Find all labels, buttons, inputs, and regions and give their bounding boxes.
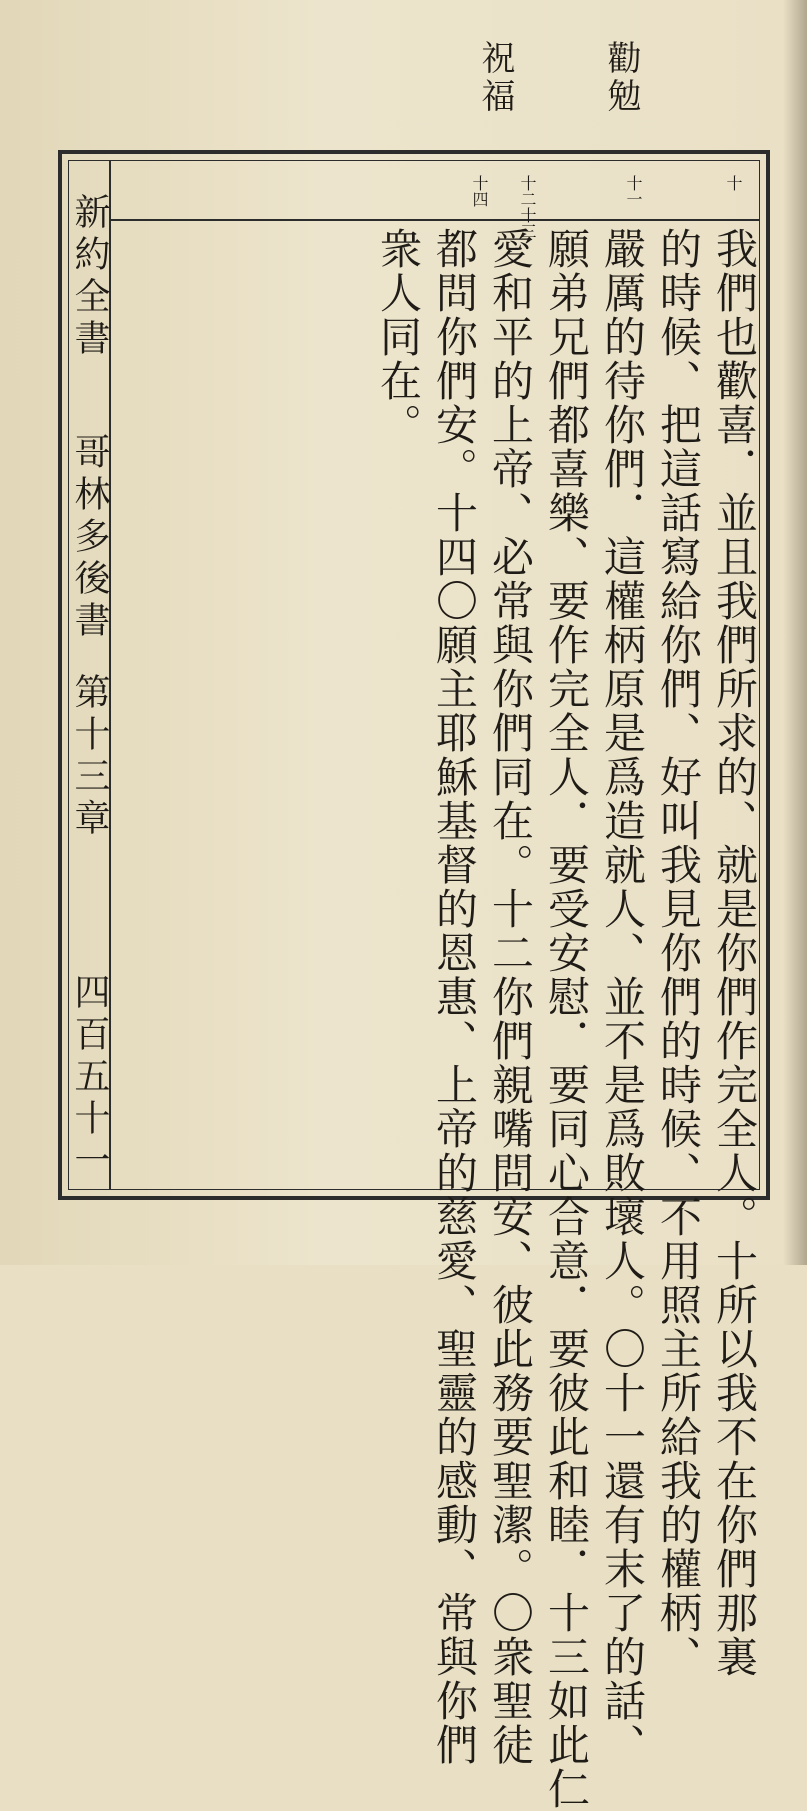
verse-number-12-13: 十二十三 [518,175,537,239]
text-column-1: 我們也歡喜．並且我們所求的、就是你們作完全人。十所以我不在你們那裏 [710,227,759,1679]
text-column-3: 嚴厲的待你們．這權柄原是爲造就人、並不是爲敗壞人。〇十一還有末了的話、 [598,227,647,1767]
running-head-epistle: 哥林多後書 [69,433,110,643]
running-head-book: 新約全書 [69,193,110,361]
text-column-7: 衆人同在。 [374,227,423,447]
top-note-blessing: 祝福 [475,40,515,116]
verse-number-rule [109,219,759,221]
verse-number-14: 十四 [470,175,489,207]
running-head-chapter: 第十三章 [69,673,110,841]
spine-shadow [783,0,807,1265]
verse-number-10: 十 [724,175,743,191]
running-head-page-number: 四百五十一 [69,973,110,1183]
text-column-6: 都問你們安。十四〇願主耶穌基督的恩惠、上帝的慈愛、聖靈的感動、常與你們 [430,227,479,1767]
verse-number-11: 十一 [624,175,643,207]
top-note-exhort: 勸勉 [601,40,641,116]
text-column-2: 的時候、把這話寫給你們、好叫我見你們的時候、不用照主所給我的權柄、 [654,227,703,1679]
running-head [69,173,109,1193]
text-column-4: 願弟兄們都喜樂、要作完全人．要受安慰．要同心合意．要彼此和睦．十三如此仁 [542,227,591,1811]
frame-inner-border [68,160,760,1811]
text-column-5: 愛和平的上帝、必常與你們同在。十二你們親嘴問安、彼此務要聖潔。〇衆聖徒 [486,227,535,1767]
text-frame [58,150,770,1811]
